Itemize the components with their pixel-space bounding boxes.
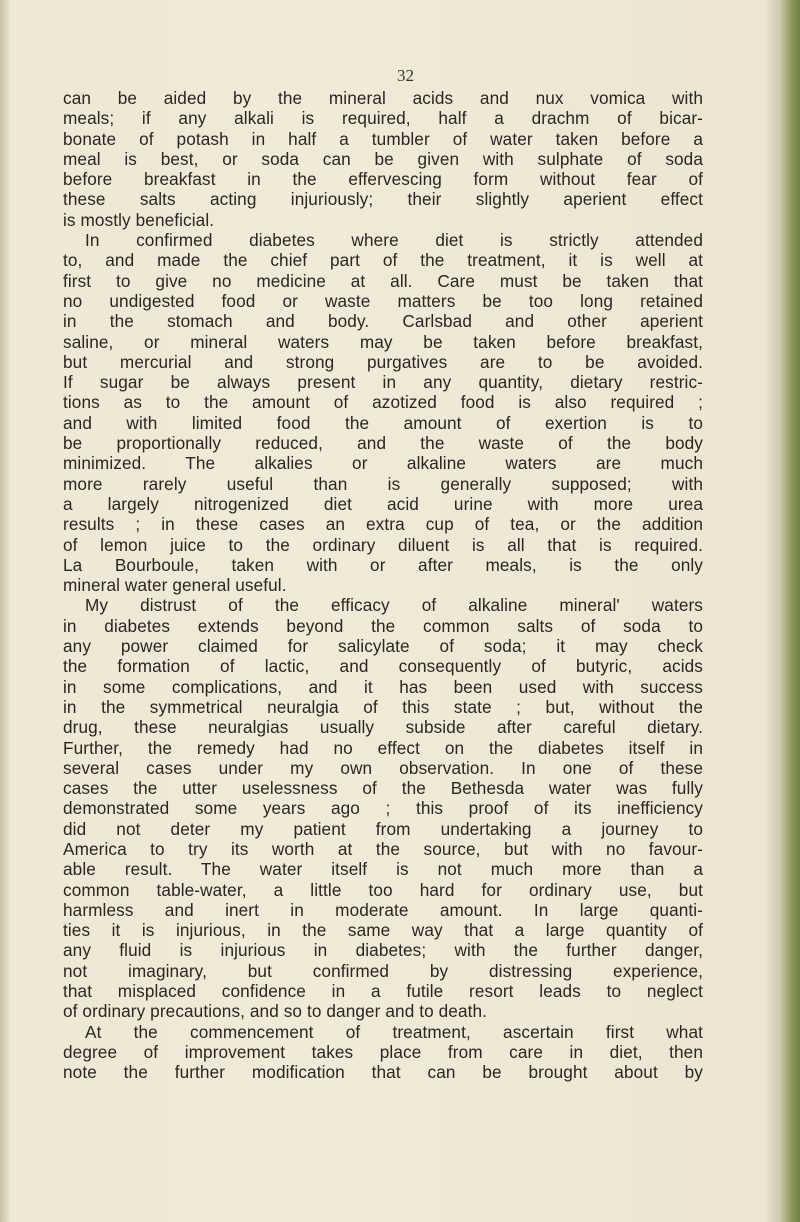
page-number: 32	[397, 66, 414, 85]
text-line: At the commencement of treatment, ascertain first what	[85, 1021, 703, 1042]
text-line: meals; if any alkali is required, half a drachm of bicar-	[63, 108, 703, 129]
text-line: America to try its worth at the source, but with no favour-	[63, 838, 703, 859]
text-line: bonate of potash in half a tumbler of water taken before a	[63, 128, 703, 149]
gutter-shadow	[764, 0, 778, 1222]
text-line: before breakfast in the effervescing form without fear of	[63, 169, 703, 190]
text-line: but mercurial and strong purgatives are to be avoided.	[63, 351, 703, 372]
text-line: that misplaced confidence in a futile resort leads to neglect	[63, 981, 703, 1002]
text-line: mineral water general useful.	[63, 575, 287, 596]
text-line: these salts acting injuriously; their slightly aperient effect	[63, 189, 703, 210]
body-text	[63, 88, 703, 1083]
text-line: drug, these neuralgias usually subside after careful dietary.	[63, 717, 703, 738]
text-line: La Bourboule, taken with or after meals, is the only	[63, 554, 703, 575]
text-line: common table-water, a little too hard for ordinary use, but	[63, 879, 703, 900]
text-line: note the further modification that can be brought about by	[63, 1062, 703, 1083]
text-line: more rarely useful than is generally supposed; with	[63, 473, 703, 494]
text-line: in some complications, and it has been used with success	[63, 676, 703, 697]
page-edge	[0, 0, 10, 1222]
text-line: first to give no medicine at all. Care must be taken that	[63, 270, 703, 291]
text-line: and with limited food the amount of exertion is to	[63, 412, 703, 433]
text-line: in the symmetrical neuralgia of this state ; but, without the	[63, 696, 703, 717]
text-line: degree of improvement takes place from care in diet, then	[63, 1041, 703, 1062]
text-line: did not deter my patient from undertaking a journey to	[63, 818, 703, 839]
text-line: tions as to the amount of azotized food is also required ;	[63, 392, 703, 413]
text-line: a largely nitrogenized diet acid urine with more urea	[63, 493, 703, 514]
text-line: of lemon juice to the ordinary diluent is all that is required.	[63, 534, 703, 555]
text-line: My distrust of the efficacy of alkaline mineral' waters	[85, 595, 703, 616]
text-line: is mostly beneficial.	[63, 209, 215, 230]
text-line: of ordinary precautions, and so to danger and to death.	[63, 1001, 488, 1022]
text-line: any fluid is injurious in diabetes; with the further danger,	[63, 940, 703, 961]
text-line: ties it is injurious, in the same way that a large quantity of	[63, 920, 703, 941]
text-line: harmless and inert in moderate amount. In large quanti-	[63, 899, 703, 920]
text-line: Further, the remedy had no effect on the diabetes itself in	[63, 737, 703, 758]
text-line: to, and made the chief part of the treatment, it is well at	[63, 250, 703, 271]
text-line: results ; in these cases an extra cup of tea, or the addition	[63, 514, 703, 535]
text-line: demonstrated some years ago ; this proof of its inefficiency	[63, 798, 703, 819]
text-line: in the stomach and body. Carlsbad and other aperient	[63, 311, 703, 332]
text-line: not imaginary, but confirmed by distressing experience,	[63, 960, 703, 981]
text-line: in diabetes extends beyond the common salts of soda to	[63, 615, 703, 636]
text-line: no undigested food or waste matters be too long retained	[63, 290, 703, 311]
text-line: any power claimed for salicylate of soda; it may check	[63, 636, 703, 657]
text-line: In confirmed diabetes where diet is strictly attended	[85, 230, 703, 251]
text-line: can be aided by the mineral acids and nux vomica with	[63, 88, 703, 108]
text-line: able result. The water itself is not much more than a	[63, 859, 703, 880]
text-line: the formation of lactic, and consequently of butyric, acids	[63, 656, 703, 677]
text-line: be proportionally reduced, and the waste of the body	[63, 433, 703, 454]
book-binding-edge	[778, 0, 800, 1222]
text-line: cases the utter uselessness of the Bethesda water was fully	[63, 778, 703, 799]
text-line: minimized. The alkalies or alkaline waters are much	[63, 453, 703, 474]
text-line: If sugar be always present in any quantity, dietary restric-	[63, 372, 703, 393]
text-line: saline, or mineral waters may be taken before breakfast,	[63, 331, 703, 352]
text-line: several cases under my own observation. In one of these	[63, 757, 703, 778]
text-line: meal is best, or soda can be given with sulphate of soda	[63, 148, 703, 169]
